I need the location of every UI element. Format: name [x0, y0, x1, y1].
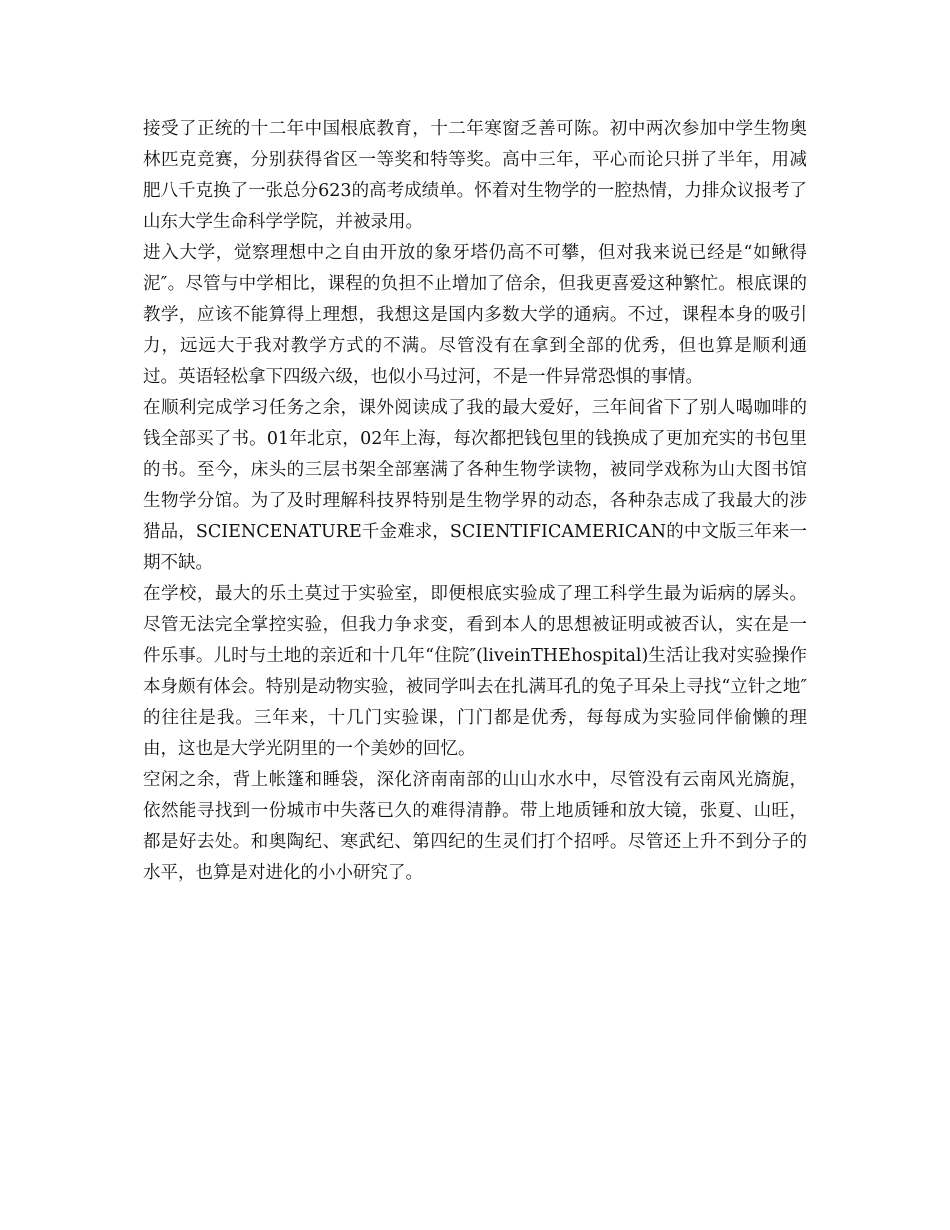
- paragraph-reading: 在顺利完成学习任务之余，课外阅读成了我的最大爱好，三年间省下了别人喝咖啡的钱全部买了书。01年北京，02年上海，每次都把钱包里的钱换成了更加充实的书包里的书。至今，床头的三层书架全部塞满了各种生物学读物，被同学戏称为山大图书馆生物学分馆。为了及时理解科技界特别是生物学界的动态，各种杂志成了我最大的涉猎品，SCIENCENATURE千金难求，SCIENTIFICAMERICAN的中文版三年来一期不缺。: [143, 398, 807, 573]
- paragraph-leisure: 空闲之余，背上帐篷和睡袋，深化济南南部的山山水水中，尽管没有云南风光旖旎，依然能寻找到一份城市中失落已久的难得清静。带上地质锤和放大镜，张夏、山旺，都是好去处。和奥陶纪、寒武纪、第四纪的生灵们打个招呼。尽管还上升不到分子的水平，也算是对进化的小小研究了。: [143, 770, 807, 883]
- paragraph-university: 进入大学，觉察理想中之自由开放的象牙塔仍高不可攀，但对我来说已经是“如鳅得泥″。尽管与中学相比，课程的负担不止增加了倍余，但我更喜爱这种繁忙。根底课的教学，应该不能算得上理想，我想这是国内多数大学的通病。不过，课程本身的吸引力，远远大于我对教学方式的不满。尽管没有在拿到全部的优秀，但也算是顺利通过。英语轻松拿下四级六级，也似小马过河，不是一件异常恐惧的事情。: [143, 243, 807, 387]
- paragraph-education: 接受了正统的十二年中国根底教育，十二年寒窗乏善可陈。初中两次参加中学生物奥林匹克竞赛，分别获得省区一等奖和特等奖。高中三年，平心而论只拼了半年，用减肥八千克换了一张总分623的高考成绩单。怀着对生物学的一腔热情，力排众议报考了山东大学生命科学学院，并被录用。: [143, 119, 807, 232]
- document-body: [143, 114, 807, 889]
- paragraph-laboratory: 在学校，最大的乐土莫过于实验室，即便根底实验成了理工科学生最为诟病的孱头。尽管无法完全掌控实验，但我力争求变，看到本人的思想被证明或被否认，实在是一件乐事。儿时与土地的亲近和十几年“住院″(liveinTHEhospital)生活让我对实验操作本身颇有体会。特别是动物实验，被同学叫去在扎满耳孔的兔子耳朵上寻找“立针之地″的往往是我。三年来，十几门实验课，门门都是优秀，每每成为实验同伴偷懒的理由，这也是大学光阴里的一个美妙的回忆。: [143, 584, 807, 759]
